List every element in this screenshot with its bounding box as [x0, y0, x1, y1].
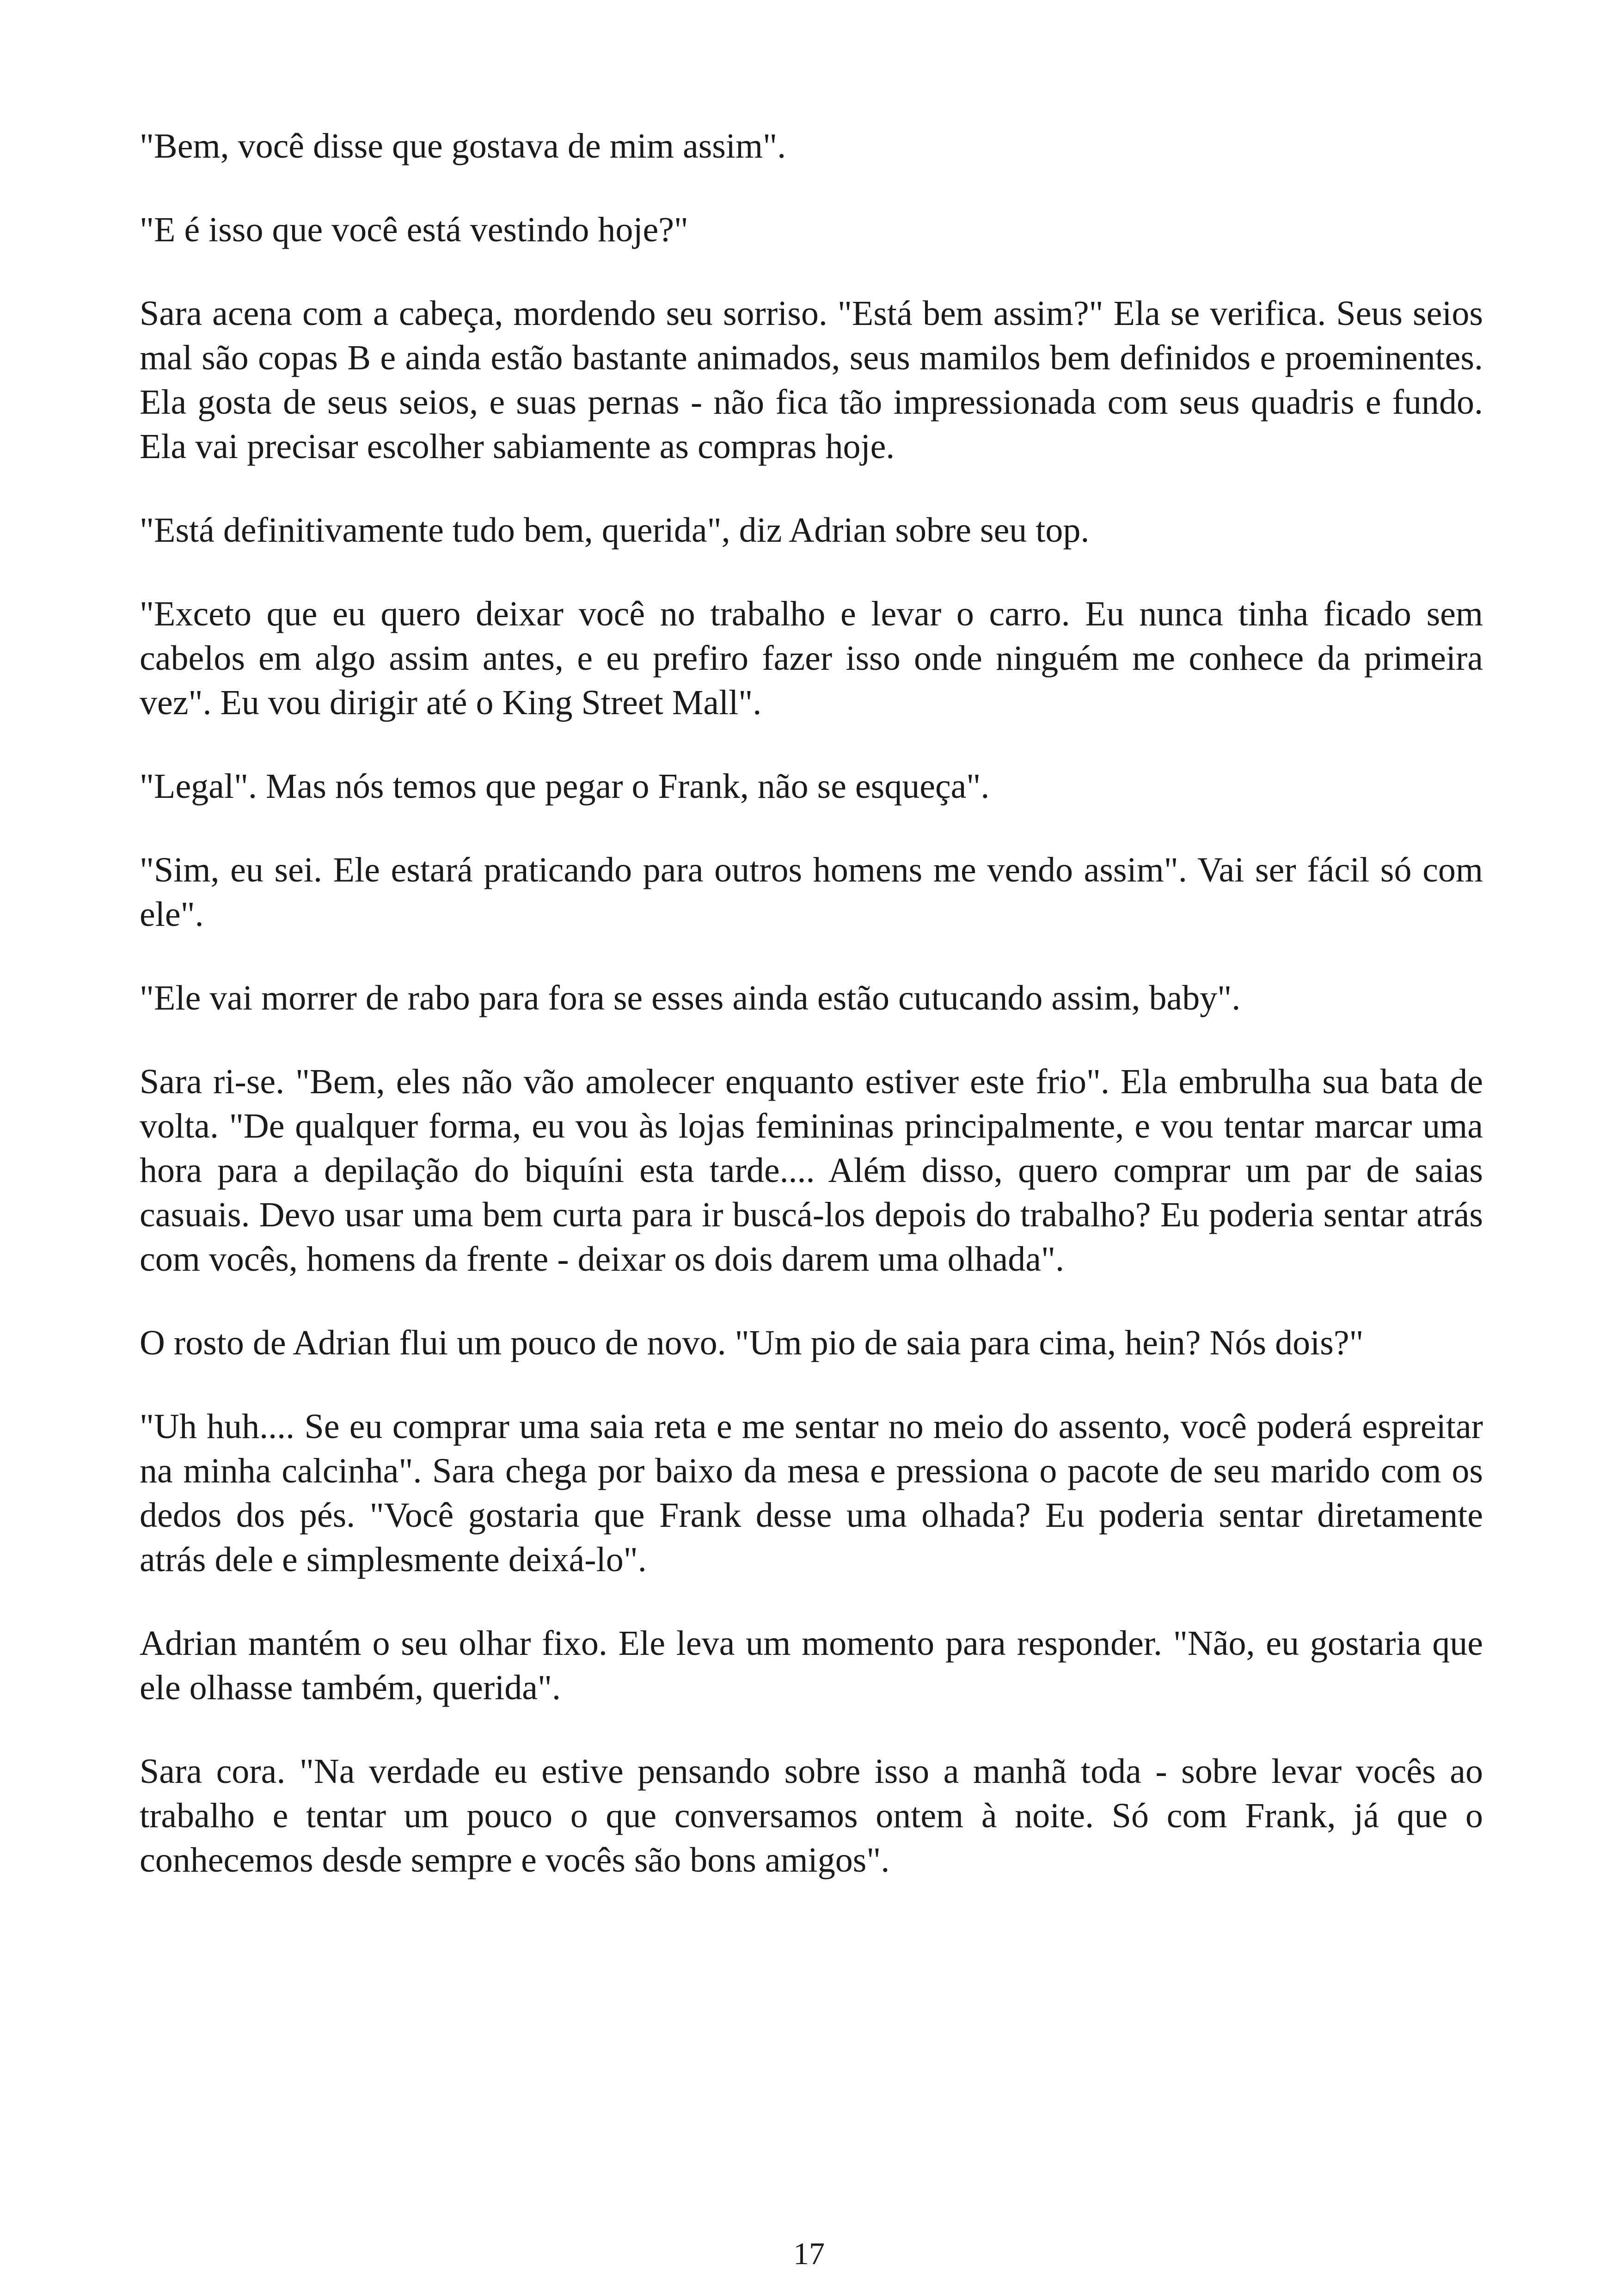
paragraph-4: "Está definitivamente tudo bem, querida", diz Adrian sobre seu top.	[140, 511, 1090, 550]
paragraph-8: "Ele vai morrer de rabo para fora se esses ainda estão cutucando assim, baby".	[140, 979, 1241, 1017]
paragraph-1: "Bem, você disse que gostava de mim assim".	[140, 127, 786, 165]
paragraph-12: Adrian mantém o seu olhar fixo. Ele leva um momento para responder. "Não, eu gostaria que ele olhasse também, querida".	[140, 1624, 1483, 1707]
paragraph-5: "Exceto que eu quero deixar você no trabalho e levar o carro. Eu nunca tinha ficado sem cabelos em algo assim antes, e eu prefiro fazer isso onde ninguém me conhece da primeira vez". Eu vou dirigir até o King Street Mall".	[140, 594, 1483, 722]
paragraph-6: "Legal". Mas nós temos que pegar o Frank, não se esqueça".	[140, 767, 990, 806]
paragraph-9: Sara ri-se. "Bem, eles não vão amolecer enquanto estiver este frio". Ela embrulha sua bata de volta. "De qualquer forma, eu vou às lojas femininas principalmente, e vou tentar marcar uma hora para a depilação do biquíni esta tarde.... Além disso, quero comprar um par de saias casuais. Devo usar uma bem curta para ir buscá-los depois do trabalho? Eu poderia sentar atrás com vocês, homens da frente - deixar os dois darem uma olhada".	[140, 1062, 1483, 1279]
body-text	[140, 124, 1483, 1922]
paragraph-3: Sara acena com a cabeça, mordendo seu sorriso. "Está bem assim?" Ela se verifica. Seus seios mal são copas B e ainda estão bastante animados, seus mamilos bem definidos e proeminentes. Ela gosta de seus seios, e suas pernas - não fica tão impressionada com seus quadris e fundo. Ela vai precisar escolher sabiamente as compras hoje.	[140, 294, 1483, 466]
paragraph-2: "E é isso que você está vestindo hoje?"	[140, 210, 688, 249]
page-number: 17	[793, 2236, 825, 2271]
paragraph-10: O rosto de Adrian flui um pouco de novo. "Um pio de saia para cima, hein? Nós dois?"	[140, 1323, 1364, 1362]
paragraph-13: Sara cora. "Na verdade eu estive pensando sobre isso a manhã toda - sobre levar vocês ao trabalho e tentar um pouco o que conversamos ontem à noite. Só com Frank, já que o conhecemos desde sempre e vocês são bons amigos".	[140, 1752, 1483, 1880]
paragraph-11: "Uh huh.... Se eu comprar uma saia reta e me sentar no meio do assento, você poderá espreitar na minha calcinha". Sara chega por baixo da mesa e pressiona o pacote de seu marido com os dedos dos pés. "Você gostaria que Frank desse uma olhada? Eu poderia sentar diretamente atrás dele e simplesmente deixá-lo".	[140, 1407, 1483, 1579]
paragraph-7: "Sim, eu sei. Ele estará praticando para outros homens me vendo assim". Vai ser fácil só com ele".	[140, 851, 1483, 934]
